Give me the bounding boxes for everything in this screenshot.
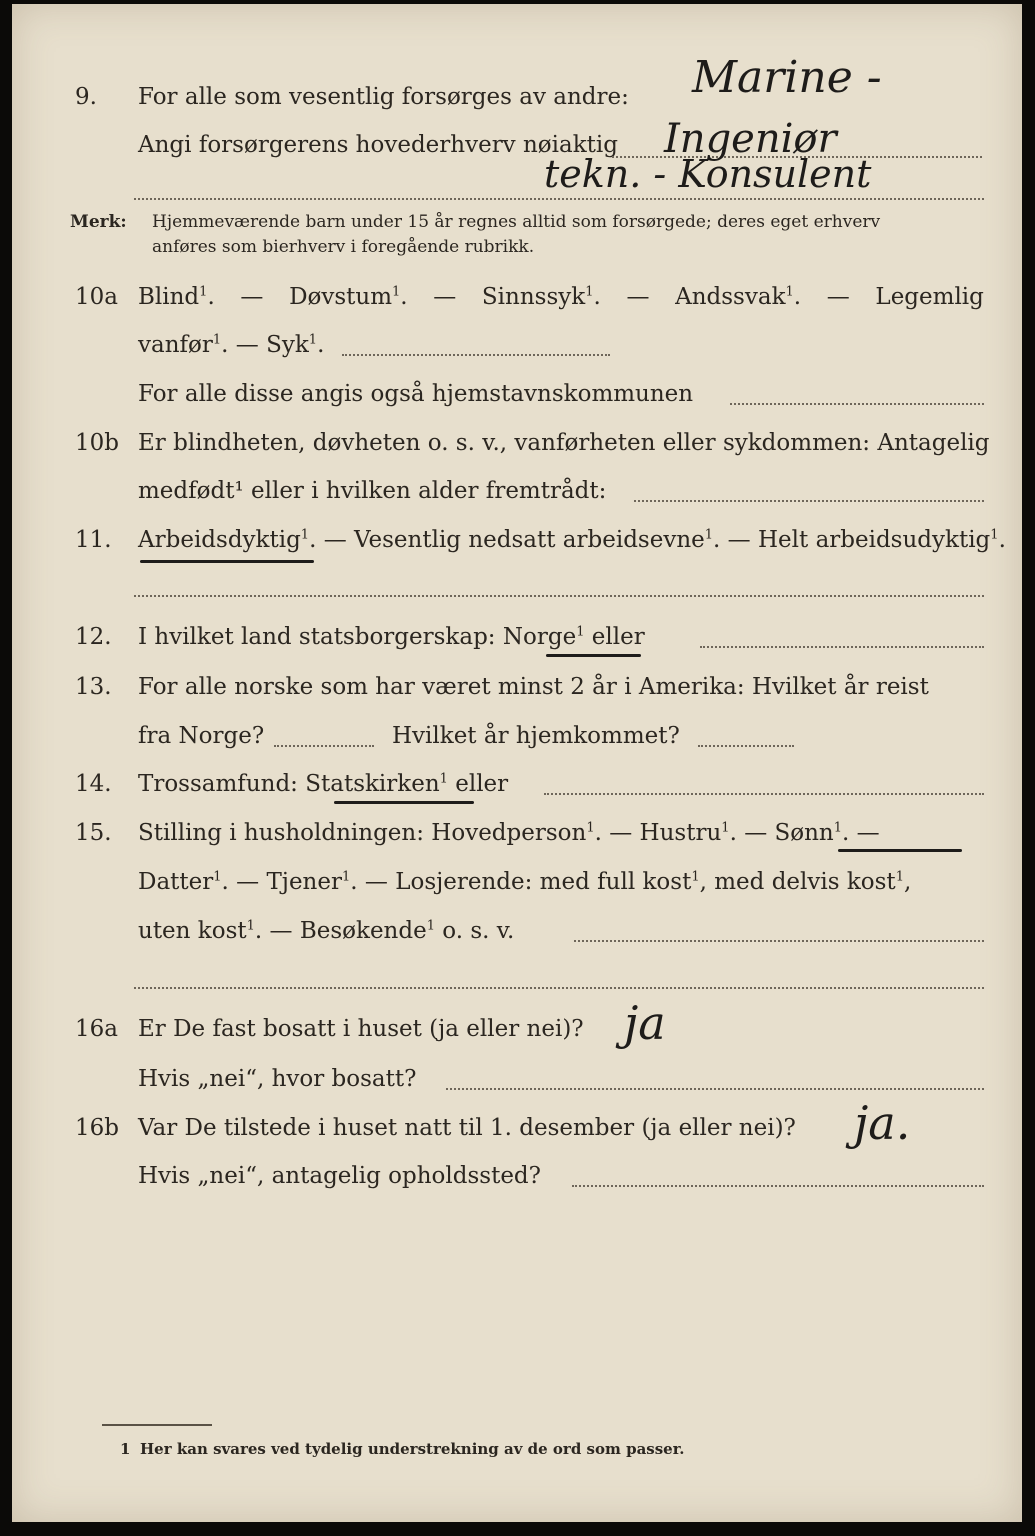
q16b-line1: Var De tilstede i huset natt til 1. desember (ja eller nei)? <box>138 1115 796 1141</box>
q16a-line2: Hvis „nei“, hvor bosatt? <box>138 1066 417 1092</box>
q9-dotted-line-3 <box>134 198 984 200</box>
q10b-dotted-field <box>634 500 984 502</box>
dash: — <box>626 284 650 310</box>
q10a-blind: Blind$^1$. <box>138 284 215 310</box>
q13-line1: For alle norske som har været minst 2 år i Amerika: Hvilket år reist <box>138 674 929 700</box>
footnote-mark: 1 <box>120 1440 131 1458</box>
q15-line3: uten kost$^1$. — Besøkende$^1$ o. s. v. <box>138 918 515 944</box>
q10b-line1: Er blindheten, døvheten o. s. v., vanførheten eller sykdommen: Antagelig <box>138 430 990 456</box>
q15-line1: Stilling i husholdningen: Hovedperson$^1$. — Hustru$^1$. — Sønn$^1$. — <box>138 820 880 846</box>
q16b-handwritten-answer: ja. <box>854 1096 911 1150</box>
q16a-number: 16a <box>75 1016 118 1042</box>
q16a-line1: Er De fast bosatt i huset (ja eller nei)? <box>138 1016 584 1042</box>
dash: — <box>826 284 850 310</box>
merk-line2: anføres som bierhverv i foregående rubrikk. <box>152 237 535 257</box>
merk-label: Merk: <box>70 212 127 232</box>
q11-handwritten-underline <box>140 560 314 563</box>
q10a-number: 10a <box>75 284 118 310</box>
q14-dotted-field <box>544 793 984 795</box>
q9-number: 9. <box>75 84 97 110</box>
q10a-legemlig: Legemlig <box>875 284 984 310</box>
q14-line1: Trossamfund: Statskirken$^1$ eller <box>138 771 509 797</box>
q12-line1: I hvilket land statsborgerskap: Norge$^1$ eller <box>138 624 645 650</box>
q11-dotted-line <box>134 595 984 597</box>
q16b-number: 16b <box>75 1115 119 1141</box>
footnote-text: Her kan svares ved tydelig understrekning av de ord som passer. <box>140 1440 685 1458</box>
q13-line2a: fra Norge? <box>138 723 265 749</box>
q12-handwritten-underline <box>546 654 641 657</box>
q9-handwritten-line2: Ingeniør <box>664 116 837 162</box>
q16b-dotted-field <box>572 1185 984 1187</box>
q13-number: 13. <box>75 674 112 700</box>
q13-dotted-field-2 <box>698 745 794 747</box>
q10a-dovstum: Døvstum$^1$. <box>289 284 408 310</box>
q13-dotted-field-1 <box>274 745 374 747</box>
q15-handwritten-underline <box>838 849 962 852</box>
q12-dotted-field <box>700 646 984 648</box>
q9-line1: For alle som vesentlig forsørges av andre: <box>138 84 629 110</box>
dash: — <box>240 284 264 310</box>
q10a-line2: vanfør$^1$. — Syk$^1$. <box>138 332 325 358</box>
q16a-handwritten-answer: ja <box>624 996 666 1050</box>
merk-line1: Hjemmeværende barn under 15 år regnes alltid som forsørgede; deres eget erhverv <box>152 212 881 232</box>
q10b-number: 10b <box>75 430 119 456</box>
q14-handwritten-underline <box>334 801 474 804</box>
q15-dotted-field <box>574 940 984 942</box>
census-form-page <box>12 4 1022 1522</box>
q9-handwritten-line3: tekn. - Konsulent <box>544 152 872 196</box>
q15-line2: Datter$^1$. — Tjener$^1$. — Losjerende: med full kost$^1$, med delvis kost$^1$, <box>138 869 912 895</box>
q16b-line2: Hvis „nei“, antagelig opholdssted? <box>138 1163 541 1189</box>
q15-number: 15. <box>75 820 112 846</box>
q16a-dotted-field <box>446 1088 984 1090</box>
q10a-dotted-field <box>342 354 610 356</box>
q10a-line3: For alle disse angis også hjemstavnskommunen <box>138 381 694 407</box>
q13-line2b: Hvilket år hjemkommet? <box>392 723 680 749</box>
q9-handwritten-line1: Marine - <box>692 52 882 103</box>
q11-number: 11. <box>75 527 112 553</box>
q10a-options <box>138 284 984 310</box>
q10a-andssvak: Andssvak$^1$. <box>675 284 802 310</box>
dash: — <box>433 284 457 310</box>
footnote-rule <box>102 1424 212 1426</box>
q10a-sinnssyk: Sinnssyk$^1$. <box>481 284 601 310</box>
q11-line1: Arbeidsdyktig$^1$. — Vesentlig nedsatt arbeidsevne$^1$. — Helt arbeidsudyktig$^1$. <box>138 527 1006 553</box>
q14-number: 14. <box>75 771 112 797</box>
q10a-dotted-field-2 <box>730 403 984 405</box>
q12-number: 12. <box>75 624 112 650</box>
q10b-line2: medfødt¹ eller i hvilken alder fremtrådt: <box>138 478 607 504</box>
q9-line2: Angi forsørgerens hovederhverv nøiaktig <box>138 132 618 158</box>
q15-dotted-line-2 <box>134 987 984 989</box>
